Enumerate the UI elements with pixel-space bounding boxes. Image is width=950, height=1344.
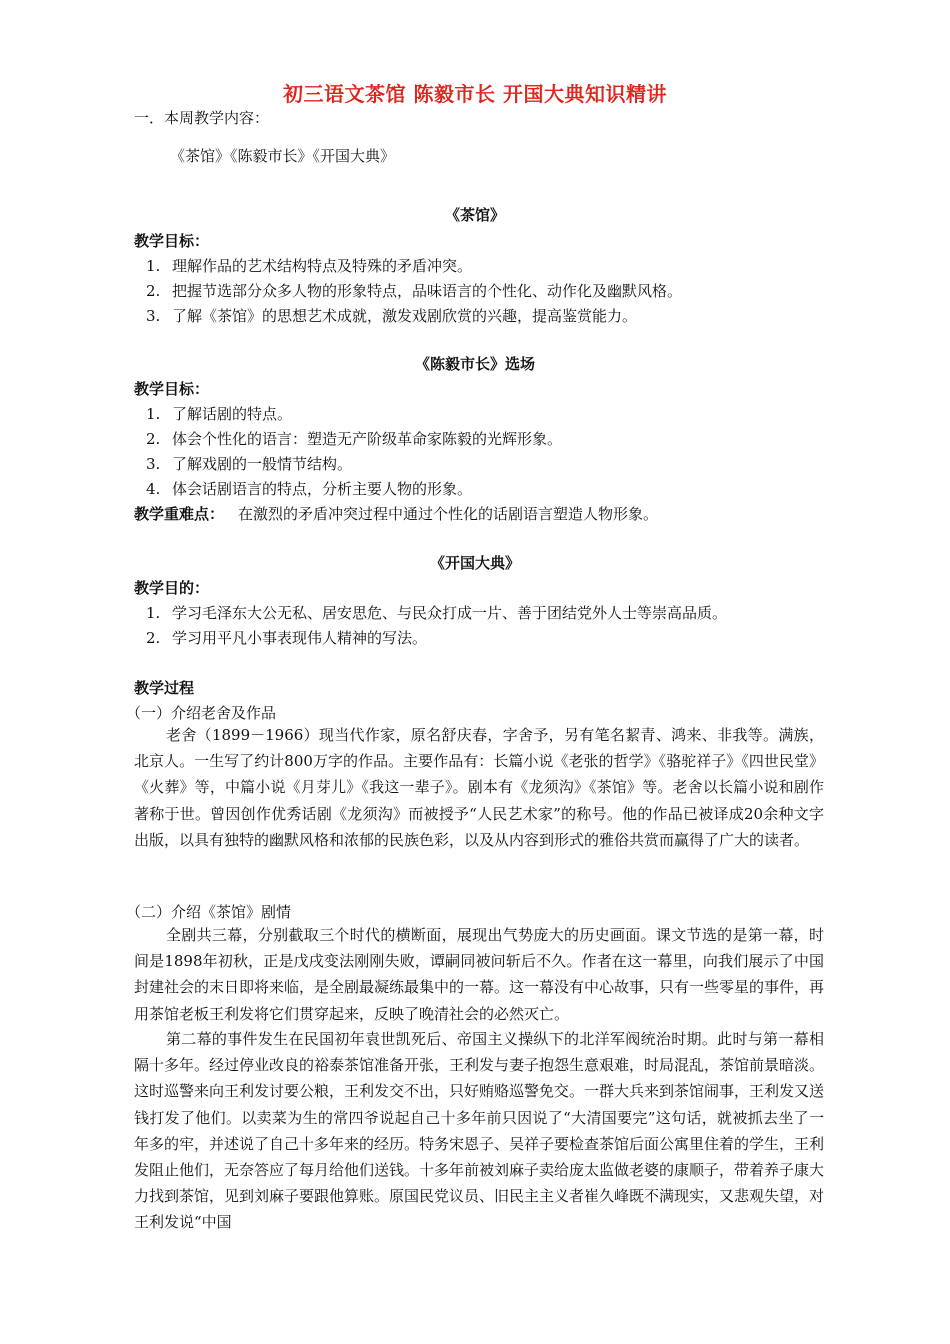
list-item: 1. 理解作品的艺术结构特点及特殊的矛盾冲突。: [146, 257, 473, 275]
intro-works: 《茶馆》《陈毅市长》《开国大典》: [170, 147, 396, 165]
teaching-purpose-label: 教学目的：: [134, 579, 210, 597]
list-item: 1. 学习毛泽东大公无私、居安思危、与民众打成一片、善于团结党外人士等崇高品质。: [146, 604, 728, 622]
list-item: 2. 学习用平凡小事表现伟人精神的写法。: [146, 629, 428, 647]
section-title-chaguan: 《茶馆》: [444, 206, 505, 224]
intro-heading: 一．本周教学内容：: [134, 109, 270, 127]
section-title-chenyi: 《陈毅市长》选场: [414, 355, 535, 373]
part2-paragraph-2: 第二幕的事件发生在民国初年袁世凯死后、帝国主义操纵下的北洋军阀统治时期。此时与第一幕相隔十多年。经过停业改良的裕泰茶馆准备开张，王利发与妻子抱怨生意艰难，时局混乱，茶馆前景暗淡。这时巡警来向王利发讨要公粮，王利发交不出，只好贿赂巡警免交。一群大兵来到茶馆闹事，王利发又送钱打发了他们。以卖菜为生的常四爷说起自己十多年前只因说了“大清国要完”这句话，就被抓去坐了一年多的牢，并述说了自己十多年来的经历。特务宋恩子、吴祥子要检查茶馆后面公寓里住着的学生，王利发阻止他们，无奈答应了每月给他们送钱。十多年前被刘麻子卖给庞太监做老婆的康顺子，带着养子康大力找到茶馆，见到刘麻子要跟他算账。原国民党议员、旧民主主义者崔久峰既不满现实，又悲观失望，对王利发说“中国: [134, 1030, 825, 1232]
list-item: 2. 体会个性化的语言：塑造无产阶级革命家陈毅的光辉形象。: [146, 430, 563, 448]
list-item: 3. 了解戏剧的一般情节结构。: [146, 455, 353, 473]
teaching-goal-label: 教学目标：: [134, 232, 210, 250]
list-item: 3. 了解《茶馆》的思想艺术成就，激发戏剧欣赏的兴趣，提高鉴赏能力。: [146, 307, 638, 325]
part1-heading: （一）介绍老舍及作品: [126, 704, 277, 722]
part2-heading: （二）介绍《茶馆》剧情: [126, 903, 292, 921]
section-title-kaiguo: 《开国大典》: [429, 554, 520, 572]
process-heading: 教学过程: [134, 679, 195, 697]
part1-paragraph: 老舍（1899－1966）现当代作家，原名舒庆春，字舍予，另有笔名絜青、鸿来、非我等。满族，北京人。一生写了约计800万字的作品。主要作品有：长篇小说《老张的哲学》《骆驼祥子》《四世民堂》《火葬》等，中篇小说《月芽儿》《我这一辈子》。剧本有《龙须沟》《茶馆》等。老舍以长篇小说和剧作著称于世。曾因创作优秀话剧《龙须沟》而被授予“人民艺术家”的称号。他的作品已被译成20余种文字出版，以具有独特的幽默风格和浓郁的民族色彩，以及从内容到形式的雅俗共赏而赢得了广大的读者。: [134, 726, 824, 849]
key-difficulty: 教学重难点： 在激烈的矛盾冲突过程中通过个性化的话剧语言塑造人物形象。: [134, 505, 659, 523]
key-difficulty-label: 教学重难点：: [134, 505, 225, 523]
part2-paragraph-1: 全剧共三幕，分别截取三个时代的横断面，展现出气势庞大的历史画面。课文节选的是第一幕，时间是1898年初秋，正是戊戌变法刚刚失败，谭嗣同被问斩后不久。作者在这一幕里，向我们展示了中国封建社会的末日即将来临，是全剧最凝练最集中的一幕。这一幕没有中心故事，只有一些零星的事件，再用茶馆老板王利发将它们贯穿起来，反映了晚清社会的必然灭亡。: [134, 926, 825, 1023]
document-title: 初三语文茶馆 陈毅市长 开国大典知识精讲: [283, 82, 667, 106]
teaching-goal-label: 教学目标：: [134, 380, 210, 398]
list-item: 1. 了解话剧的特点。: [146, 405, 293, 423]
list-item: 4. 体会话剧语言的特点，分析主要人物的形象。: [146, 480, 473, 498]
list-item: 2. 把握节选部分众多人物的形象特点，品味语言的个性化、动作化及幽默风格。: [146, 282, 683, 300]
